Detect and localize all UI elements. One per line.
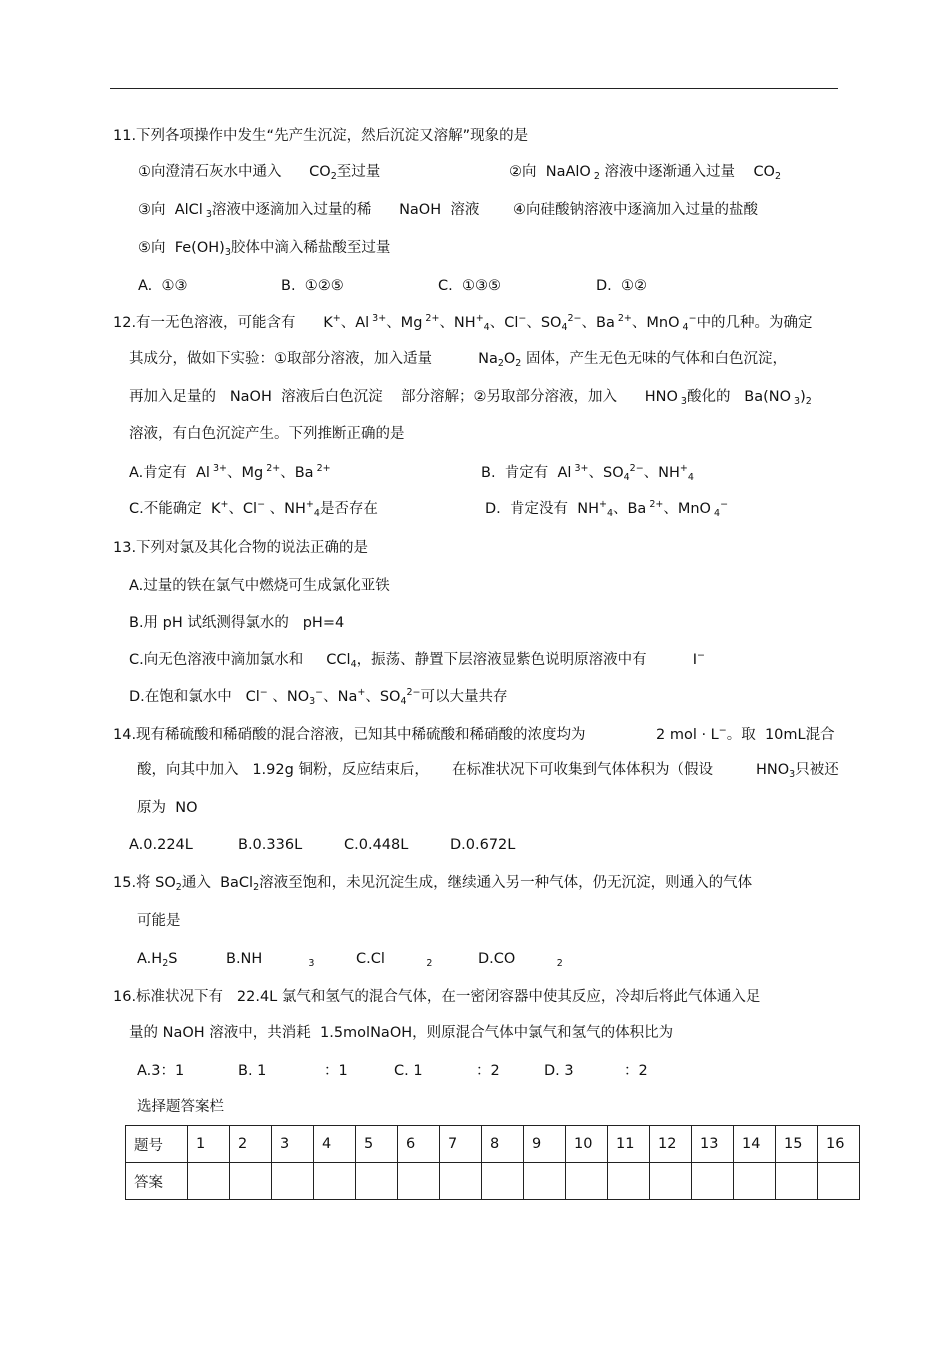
q11-choice-a: A. ①③ [138, 278, 188, 294]
answer-table-answer-row [126, 1163, 860, 1200]
question-number-cell: 9 [524, 1126, 566, 1163]
question-number-cell: 8 [482, 1126, 524, 1163]
q14-line-1-tail: 2 mol · L−。取 10mL混合 [656, 725, 835, 743]
answer-cell[interactable] [272, 1163, 314, 1200]
answer-cell[interactable] [188, 1163, 230, 1200]
q15-choice-b: B.NH $_3$ [226, 951, 315, 969]
question-number-cell: 13 [692, 1126, 734, 1163]
question-number-cell: 2 [230, 1126, 272, 1163]
answer-cell[interactable] [440, 1163, 482, 1200]
q16-choice-d-ratio: ：2 [624, 1063, 648, 1079]
answer-cell[interactable] [734, 1163, 776, 1200]
q13-stem: 13.下列对氯及其化合物的说法正确的是 [113, 540, 369, 556]
q14-choice-c: C.0.448L [344, 837, 409, 853]
q16-choice-b-ratio: ：1 [324, 1063, 348, 1079]
q12-choice-c: C.不能确定 K+、Cl− 、$NH^+_4$是否存在 [129, 499, 378, 519]
answer-cell[interactable] [566, 1163, 608, 1200]
q12-choice-b: B. 肯定有 Al $^{3+}$、$SO_4^{2-}$、$NH^+_4$ [481, 463, 694, 483]
q11-option-3: ③向 AlCl $_3$溶液中逐滴加入过量的稀 NaOH 溶液 [138, 202, 480, 220]
number-row-label: 题号 [126, 1126, 188, 1163]
answer-table [125, 1125, 860, 1200]
q12-line-3: 再加入足量的 NaOH 溶液后白色沉淀 部分溶解；②另取部分溶液，加入 HNO $_3$酸化的 Ba(NO $_3)_2$ [129, 389, 812, 407]
q11-choice-d: D. ①② [596, 278, 647, 294]
question-number-cell: 11 [608, 1126, 650, 1163]
answer-cell[interactable] [776, 1163, 818, 1200]
q13-choice-d: D.在饱和氯水中 Cl− 、$NO_3^-$、Na+、$SO_4^{2-}$可以大量共存 [129, 687, 508, 707]
q13-choice-b: B.用 pH 试纸测得氯水的 pH=4 [129, 615, 345, 631]
q15-choice-c: C.Cl $_2$ [356, 951, 433, 969]
question-number-cell: 3 [272, 1126, 314, 1163]
q11-choice-b: B. ①②⑤ [281, 278, 344, 294]
q11-option-5: ⑤向 $Fe(OH)_3$胶体中滴入稀盐酸至过量 [138, 240, 391, 258]
q14-choice-d: D.0.672L [450, 837, 516, 853]
q16-line-1: 16.标准状况下有 22.4L 氯气和氢气的混合气体，在一密闭容器中使其反应，冷却后将此气体通入足 [113, 989, 761, 1005]
q12-line-2: 其成分，做如下实验：①取部分溶液，加入适量 $Na_2O_2$ 固体，产生无色无味的气体和白色沉淀， [129, 351, 787, 369]
q16-choice-a: A.3：1 [137, 1063, 185, 1079]
question-number-cell: 16 [818, 1126, 860, 1163]
q11-option-1: ①向澄清石灰水中通入 $CO_2$至过量 [138, 164, 381, 182]
question-number-cell: 5 [356, 1126, 398, 1163]
q16-choice-c-ratio: ：2 [476, 1063, 500, 1079]
q14-choice-b: B.0.336L [238, 837, 303, 853]
question-number-cell: 1 [188, 1126, 230, 1163]
answer-table-number-row [126, 1126, 860, 1163]
q11-option-2: ②向 NaAlO $_2$ 溶液中逐渐通入过量 $CO_2$ [509, 164, 782, 182]
answer-cell[interactable] [650, 1163, 692, 1200]
q14-line-2: 酸，向其中加入 1.92g 铜粉，反应结束后， 在标准状况下可收集到气体体积为（假设 [137, 762, 713, 778]
q14-line-2-tail: $HNO_3$只被还 [756, 762, 839, 780]
q11-option-4: ④向硅酸钠溶液中逐滴加入过量的盐酸 [513, 202, 758, 218]
answer-cell[interactable] [818, 1163, 860, 1200]
answer-cell[interactable] [398, 1163, 440, 1200]
top-rule [110, 88, 838, 89]
q12-line-1: 12.有一无色溶液，可能含有 K+、Al $^{3+}$、Mg $^{2+}$、$NH^+_4$、Cl−、$SO_4^{2-}$、Ba $^{2+}$、MnO $_4$−中的几种。为确定 [113, 313, 813, 333]
q12-choice-d: D. 肯定没有 $NH^+_4$、Ba $^{2+}$、MnO $_4$− [485, 499, 729, 519]
answer-cell[interactable] [230, 1163, 272, 1200]
question-number-cell: 15 [776, 1126, 818, 1163]
q15-choice-d: D.CO $_2$ [478, 951, 563, 969]
answer-row-label: 答案 [126, 1163, 188, 1200]
question-number-cell: 14 [734, 1126, 776, 1163]
answer-cell[interactable] [524, 1163, 566, 1200]
q11-choice-c: C. ①③⑤ [438, 278, 501, 294]
q14-line-3: 原为 NO [137, 800, 198, 816]
q13-choice-c: C.向无色溶液中滴加氯水和 CCl$_4$，振荡、静置下层溶液显紫色说明原溶液中有 I− [129, 650, 705, 670]
q15-choice-a: $A.H_2S$ [137, 951, 178, 969]
answer-cell[interactable] [482, 1163, 524, 1200]
question-number-cell: 4 [314, 1126, 356, 1163]
q13-choice-a: A.过量的铁在氯气中燃烧可生成氯化亚铁 [129, 578, 390, 594]
q15-line-1: 15.将 $SO_2$通入 BaCl$_2$溶液至饱和，未见沉淀生成，继续通入另一种气体，仍无沉淀，则通入的气体 [113, 875, 753, 893]
answer-cell[interactable] [356, 1163, 398, 1200]
q11-stem: 11.下列各项操作中发生“先产生沉淀，然后沉淀又溶解”现象的是 [113, 128, 529, 144]
answer-cell[interactable] [692, 1163, 734, 1200]
q15-line-2: 可能是 [137, 913, 181, 929]
answer-cell[interactable] [608, 1163, 650, 1200]
q14-choice-a: A.0.224L [129, 837, 193, 853]
question-number-cell: 12 [650, 1126, 692, 1163]
q12-choice-a: A.肯定有 Al $^{3+}$、Mg $^{2+}$、Ba $^{2+}$ [129, 463, 331, 481]
q12-line-4: 溶液，有白色沉淀产生。下列推断正确的是 [129, 426, 405, 442]
q16-choice-c: C. 1 [394, 1063, 423, 1079]
q16-choice-d: D. 3 [544, 1063, 574, 1079]
question-number-cell: 6 [398, 1126, 440, 1163]
question-number-cell: 7 [440, 1126, 482, 1163]
q14-line-1: 14.现有稀硫酸和稀硝酸的混合溶液，已知其中稀硫酸和稀硝酸的浓度均为 [113, 727, 586, 743]
q16-choice-b: B. 1 [238, 1063, 267, 1079]
q16-line-2: 量的 NaOH 溶液中，共消耗 1.5molNaOH，则原混合气体中氯气和氢气的体积比为 [129, 1025, 674, 1041]
answer-cell[interactable] [314, 1163, 356, 1200]
answer-bar-title: 选择题答案栏 [137, 1099, 224, 1115]
question-number-cell: 10 [566, 1126, 608, 1163]
